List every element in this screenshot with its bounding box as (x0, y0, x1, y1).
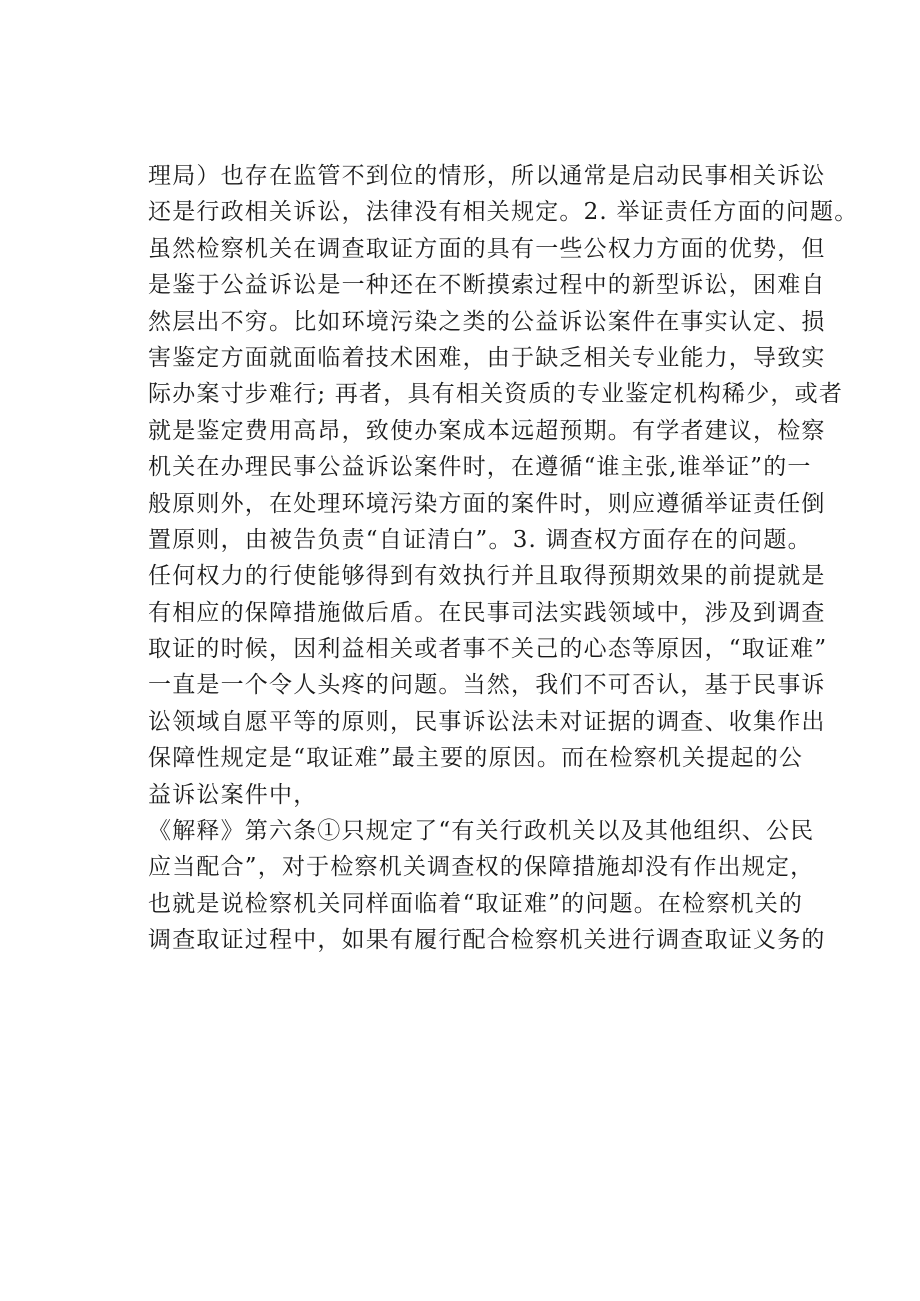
text-line: 害鉴定方面就面临着技术困难，由于缺乏相关专业能力，导致实 (148, 344, 826, 371)
text-line: 保障性规定是“取证难”最主要的原因。而在检察机关提起的公 (148, 745, 804, 772)
text-line: 也就是说检察机关同样面临着“取证难”的问题。在检察机关的 (148, 890, 804, 917)
text-line: 置原则，由被告负责“自证清白”。3. 调查权方面存在的问题。 (148, 526, 812, 553)
text-line: 际办案寸步难行; 再者，具有相关资质的专业鉴定机构稀少，或者 (148, 381, 844, 408)
text-line: 任何权力的行使能够得到有效执行并且取得预期效果的前提就是 (148, 563, 826, 590)
text-line: 然层出不穷。比如环境污染之类的公益诉讼案件在事实认定、损 (148, 308, 826, 335)
text-line: 般原则外，在处理环境污染方面的案件时，则应遵循举证责任倒 (148, 490, 826, 517)
text-line: 一直是一个令人头疼的问题。当然，我们不可否认，基于民事诉 (148, 672, 826, 699)
text-line: 取证的时候，因利益相关或者事不关己的心态等原因，“取证难” (148, 636, 828, 663)
text-line: 虽然检察机关在调查取证方面的具有一些公权力方面的优势，但 (148, 235, 826, 262)
text-line: 《解释》第六条①只规定了“有关行政机关以及其他组织、公民 (148, 818, 815, 845)
body-text (148, 158, 859, 959)
text-line: 还是行政相关诉讼，法律没有相关规定。2. 举证责任方面的问题。 (148, 199, 859, 226)
text-line: 理局）也存在监管不到位的情形，所以通常是启动民事相关诉讼 (148, 163, 826, 189)
text-line: 益诉讼案件中， (148, 781, 318, 808)
text-line: 就是鉴定费用高昂，致使办案成本远超预期。有学者建议，检察 (148, 417, 826, 444)
text-line: 有相应的保障措施做后盾。在民事司法实践领域中，涉及到调查 (148, 599, 826, 626)
text-line: 讼领域自愿平等的原则，民事诉讼法未对证据的调查、收集作出 (148, 708, 826, 735)
text-line: 机关在办理民事公益诉讼案件时，在遵循“谁主张,谁举证”的一 (148, 454, 812, 481)
text-line: 应当配合”，对于检察机关调查权的保障措施却没有作出规定， (148, 854, 815, 881)
text-line: 是鉴于公益诉讼是一种还在不断摸索过程中的新型诉讼，困难自 (148, 272, 826, 299)
text-line: 调查取证过程中，如果有履行配合检察机关进行调查取证义务的 (148, 927, 826, 954)
